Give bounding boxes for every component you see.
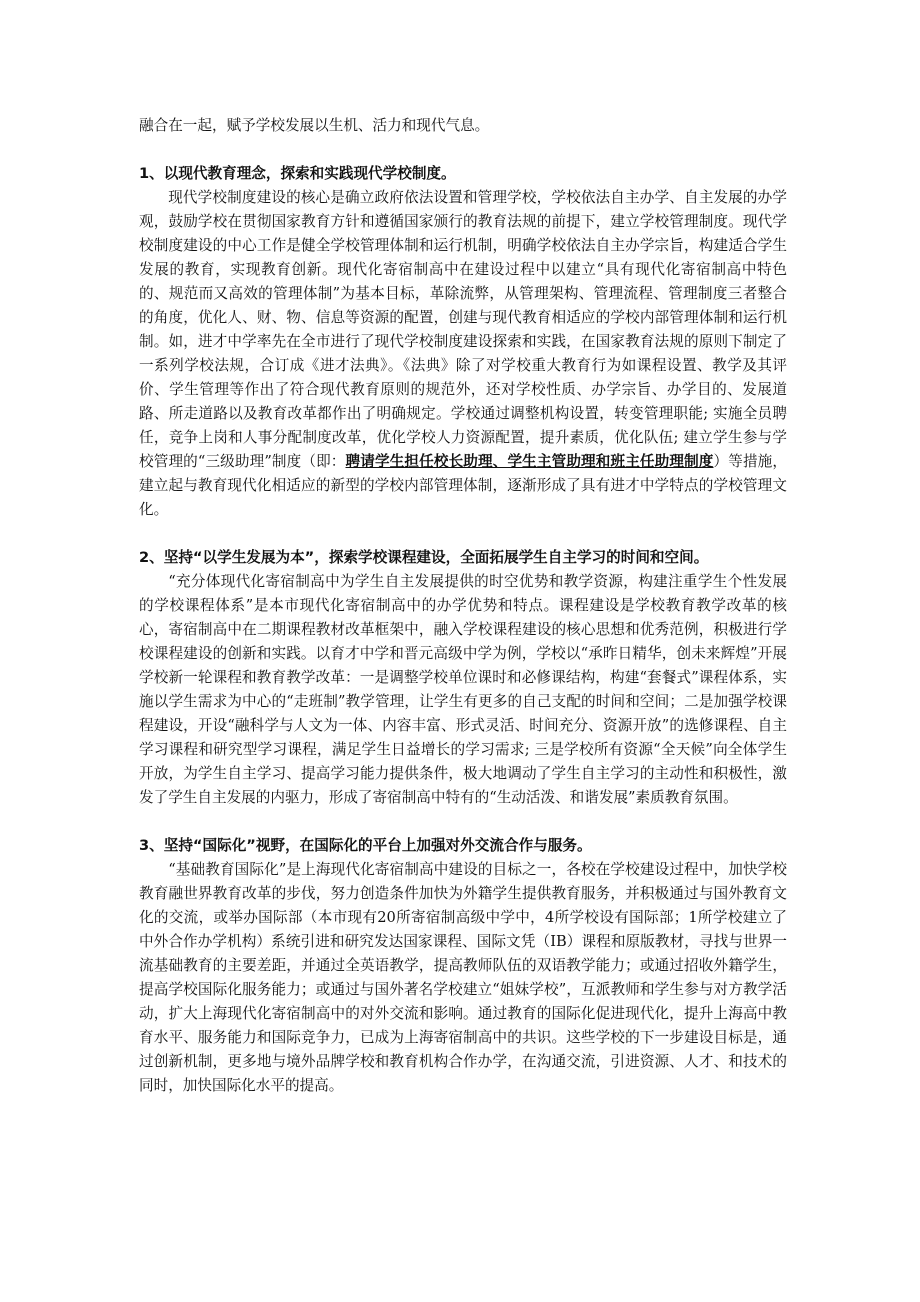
section-2-paragraph: “充分体现代化寄宿制高中为学生自主发展提供的时空优势和教学资源，构建注重学生个性发展的学校课程体系”是本市现代化寄宿制高中的办学优势和特点。课程建设是学校教育教学改革的核心，寄宿制高中在二期课程教材改革框架中，融入学校课程建设的核心思想和优秀范例，积极进行学校课程建设的创新和实践。以育才中学和晋元高级中学为例，学校以“承昨日精华，创未来辉煌”开展学校新一轮课程和教育教学改革：一是调整学校单位课时和必修课结构，构建“套餐式”课程体系，实施以学生需求为中心的“走班制”教学管理，让学生有更多的自己支配的时间和空间；二是加强学校课程建设，开设“融科学与人文为一体、内容丰富、形式灵活、时间充分、资源开放”的选修课程、自主学习课程和研究型学习课程，满足学生日益增长的学习需求; 三是学校所有资源“全天候”向全体学生开放，为学生自主学习、提高学习能力提供条件，极大地调动了学生自主学习的主动性和积极性，激发了学生自主发展的内驱力，形成了寄宿制高中特有的“生动活泼、和谐发展”素质教育氛围。 <box>139 573 787 806</box>
section-2-heading: 2、坚持“以学生发展为本”，探索学校课程建设，全面拓展学生自主学习的时间和空间。 <box>139 549 709 566</box>
section-1-text-before: 现代学校制度建设的核心是确立政府依法设置和管理学校，学校依法自主办学、自主发展的办学观，鼓励学校在贯彻国家教育方针和遵循国家颁行的教育法规的前提下，建立学校管理制度。现代学校制度建设的中心工作是健全学校管理体制和运行机制，明确学校依法自主办学宗旨，构建适合学生发展的教育，实现教育创新。现代化寄宿制高中在建设过程中以建立“具有现代化寄宿制高中特色的、规范而又高效的管理体制”为基本目标，革除流弊，从管理架构、管理流程、管理制度三者整合的角度，优化人、财、物、信息等资源的配置，创建与现代教育相适应的学校内部管理体制和运行机制。如，进才中学率先在全市进行了现代学校制度建设探索和实践，在国家教育法规的原则下制定了一系列学校法规，合订成《进才法典》。《法典》除了对学校重大教育行为如课程设置、教学及其评价、学生管理等作出了符合现代教育原则的规范外，还对学校性质、办学宗旨、办学目的、发展道路、所走道路以及教育改革都作出了明确规定。学校通过调整机构设置，转变管理职能; 实施全员聘任，竞争上岗和人事分配制度改革，优化学校人力资源配置，提升素质，优化队伍; 建立学生参与学校管理的“三级助理”制度（即： <box>139 189 787 470</box>
section-1-text-after: ）等措施，建立起与教育现代化相适应的新型的学校内部管理体制，逐渐形成了具有进才中学特点的学校管理文化。 <box>139 453 787 518</box>
section-1-heading: 1、以现代教育理念，探索和实践现代学校制度。 <box>139 165 456 182</box>
section-1-paragraph <box>139 186 787 522</box>
spacer <box>139 810 787 834</box>
intro-paragraph: 融合在一起，赋予学校发展以生机、活力和现代气息。 <box>139 117 490 134</box>
spacer <box>139 138 787 162</box>
section-3-heading: 3、坚持“国际化”视野，在国际化的平台上加强对外交流合作与服务。 <box>139 837 592 854</box>
spacer <box>139 522 787 546</box>
section-1-emphasis: 聘请学生担任校长助理、学生主管助理和班主任助理制度 <box>345 453 714 470</box>
section-3-paragraph: “基础教育国际化”是上海现代化寄宿制高中建设的目标之一，各校在学校建设过程中，加快学校教育融世界教育改革的步伐，努力创造条件加快为外籍学生提供教育服务，并积极通过与国外教育文化的交流，或举办国际部（本市现有20所寄宿制高级中学中，4所学校设有国际部；1所学校建立了中外合作办学机构）系统引进和研究发达国家课程、国际文凭（IB）课程和原版教材，寻找与世界一流基础教育的主要差距，并通过全英语教学，提高教师队伍的双语教学能力；或通过招收外籍学生，提高学校国际化服务能力；或通过与国外著名学校建立“姐妹学校”，互派教师和学生参与对方教学活动，扩大上海现代化寄宿制高中的对外交流和影响。通过教育的国际化促进现代化，提升上海高中教育水平、服务能力和国际竞争力，已成为上海寄宿制高中的共识。这些学校的下一步建设目标是，通过创新机制，更多地与境外品牌学校和教育机构合作办学，在沟通交流，引进资源、人才、和技术的同时，加快国际化水平的提高。 <box>139 861 787 1094</box>
document-page <box>139 114 787 1098</box>
